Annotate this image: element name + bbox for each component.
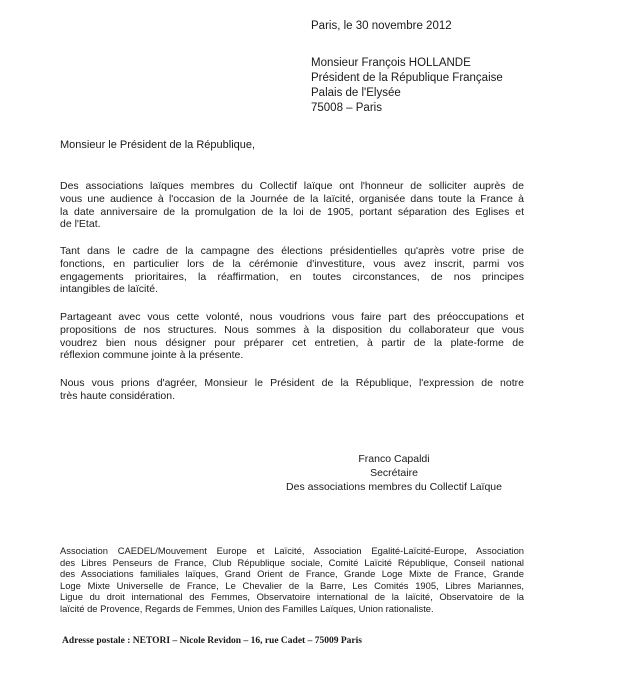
- paragraph-line: engagements prioritaires, la réaffirmation, en toutes circonstances, de nos principes: [60, 270, 524, 283]
- associations-line: Association CAEDEL/Mouvement Europe et Laïcité, Association Egalité-Laïcité-Europe, Association: [60, 545, 524, 556]
- recipient-title: Président de la République Française: [311, 72, 503, 84]
- paragraph-line: intangibles de laïcité.: [60, 283, 159, 296]
- recipient-palace: Palais de l'Elysée: [311, 87, 401, 99]
- paragraph-proposals: [60, 311, 524, 362]
- signatory-name: Franco Capaldi: [358, 453, 430, 465]
- paragraph-closing: [60, 377, 524, 403]
- date-line: Paris, le 30 novembre 2012: [311, 20, 452, 32]
- paragraph-line: Des associations laïques membres du Collectif laïque ont l'honneur de solliciter auprès de: [60, 180, 524, 192]
- postal-address: Adresse postale : NETORI – Nicole Revidon – 16, rue Cadet – 75009 Paris: [62, 636, 362, 646]
- recipient-address-block: [311, 56, 503, 116]
- paragraph-audience-request: [60, 180, 524, 231]
- paragraph-line: très haute considération.: [60, 389, 175, 402]
- paragraph-line: la date anniversaire de la promulgation de la loi de 1905, portant séparation des Eglises et: [60, 205, 524, 218]
- member-associations-list: [60, 545, 524, 615]
- signature-block: [276, 452, 512, 494]
- signatory-organization: Des associations membres du Collectif Laïque: [286, 481, 502, 493]
- paragraph-line: Partageant avec vous cette volonté, nous voudrions vous faire part des préoccupations et: [60, 311, 524, 323]
- associations-line: laïcité de Provence, Regards de Femmes, Union des Familles Laïques, Union rationaliste.: [60, 602, 434, 614]
- paragraph-line: Nous vous prions d'agréer, Monsieur le Président de la République, l'expression de notre: [60, 377, 524, 389]
- paragraph-line: propositions de nos structures. Nous sommes à la disposition du collaborateur que vous: [60, 323, 524, 336]
- salutation: Monsieur le Président de la République,: [60, 139, 256, 151]
- paragraph-line: Tant dans le cadre de la campagne des élections présidentielles qu'après votre prise de: [60, 245, 524, 257]
- paragraph-line: fonctions, en particulier lors de la cérémonie d'investiture, vous avez inscrit, parmi vos: [60, 257, 524, 270]
- paragraph-line: réflexion commune jointe à la présente.: [60, 349, 244, 362]
- paragraph-line: voudrez bien nous désigner pour préparer cet entretien, à partir de la plate-forme de: [60, 336, 524, 349]
- paragraph-line: vous une audience à l'occasion de la Journée de la laïcité, organisée dans toute la France à: [60, 192, 524, 205]
- paragraph-commitments: [60, 245, 524, 296]
- signatory-role: Secrétaire: [370, 467, 418, 479]
- associations-line: des Associations familiales laïques, Grand Orient de France, Grande Loge Mixte de France, Grande: [60, 568, 524, 580]
- recipient-name: Monsieur François HOLLANDE: [311, 57, 471, 69]
- associations-line: Ligue du droit international des Femmes, Observatoire international de la laïcité, Observatoire de la: [60, 591, 524, 603]
- recipient-city: 75008 – Paris: [311, 102, 382, 114]
- paragraph-line: de l'Etat.: [60, 218, 101, 231]
- associations-line: Loge Mixte Universelle de France, Le Chevalier de la Barre, Les Comités 1905, Libres Mariannes,: [60, 579, 524, 591]
- associations-line: des Libres Penseurs de France, Club République sociale, Comité Laïcité République, Conseil national: [60, 556, 524, 568]
